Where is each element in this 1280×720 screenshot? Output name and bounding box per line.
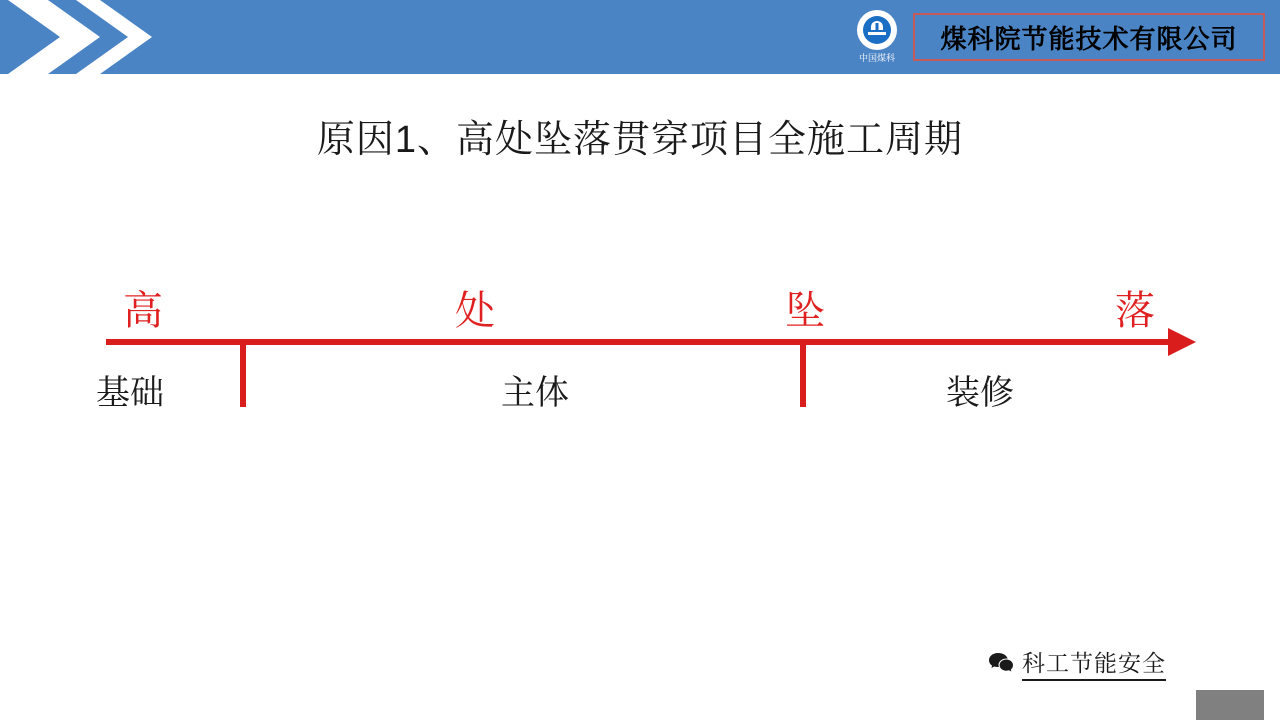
corner-placeholder bbox=[1196, 690, 1264, 720]
wechat-icon bbox=[988, 652, 1014, 674]
timeline-diagram bbox=[0, 255, 1280, 455]
timeline-top-label-2: 处 bbox=[455, 289, 495, 333]
wechat-label: 科工节能安全 bbox=[1022, 645, 1166, 681]
wechat-watermark bbox=[988, 645, 1166, 681]
logo-caption: 中国煤科 bbox=[858, 53, 895, 63]
logo-mark-icon bbox=[857, 10, 897, 50]
page-title: 原因1、高处坠落贯穿项目全施工周期 bbox=[316, 119, 964, 161]
chevron-decoration-icon bbox=[0, 0, 170, 74]
timeline-tick-2 bbox=[800, 339, 806, 407]
timeline-phase-1: 基础 bbox=[96, 374, 164, 412]
timeline-top-label-1: 高 bbox=[123, 289, 163, 333]
timeline-tick-1 bbox=[240, 339, 246, 407]
timeline-axis bbox=[106, 339, 1178, 345]
timeline-phase-2: 主体 bbox=[501, 374, 569, 412]
timeline-top-label-3: 坠 bbox=[785, 289, 825, 333]
timeline-top-label-4: 落 bbox=[1115, 289, 1155, 333]
timeline-phase-3: 装修 bbox=[946, 374, 1014, 412]
coal-science-glyph-icon bbox=[862, 15, 892, 45]
company-name: 煤科院节能技术有限公司 bbox=[940, 24, 1238, 54]
company-logo bbox=[846, 8, 908, 66]
company-name-box bbox=[913, 13, 1265, 61]
header-band bbox=[0, 0, 1280, 74]
